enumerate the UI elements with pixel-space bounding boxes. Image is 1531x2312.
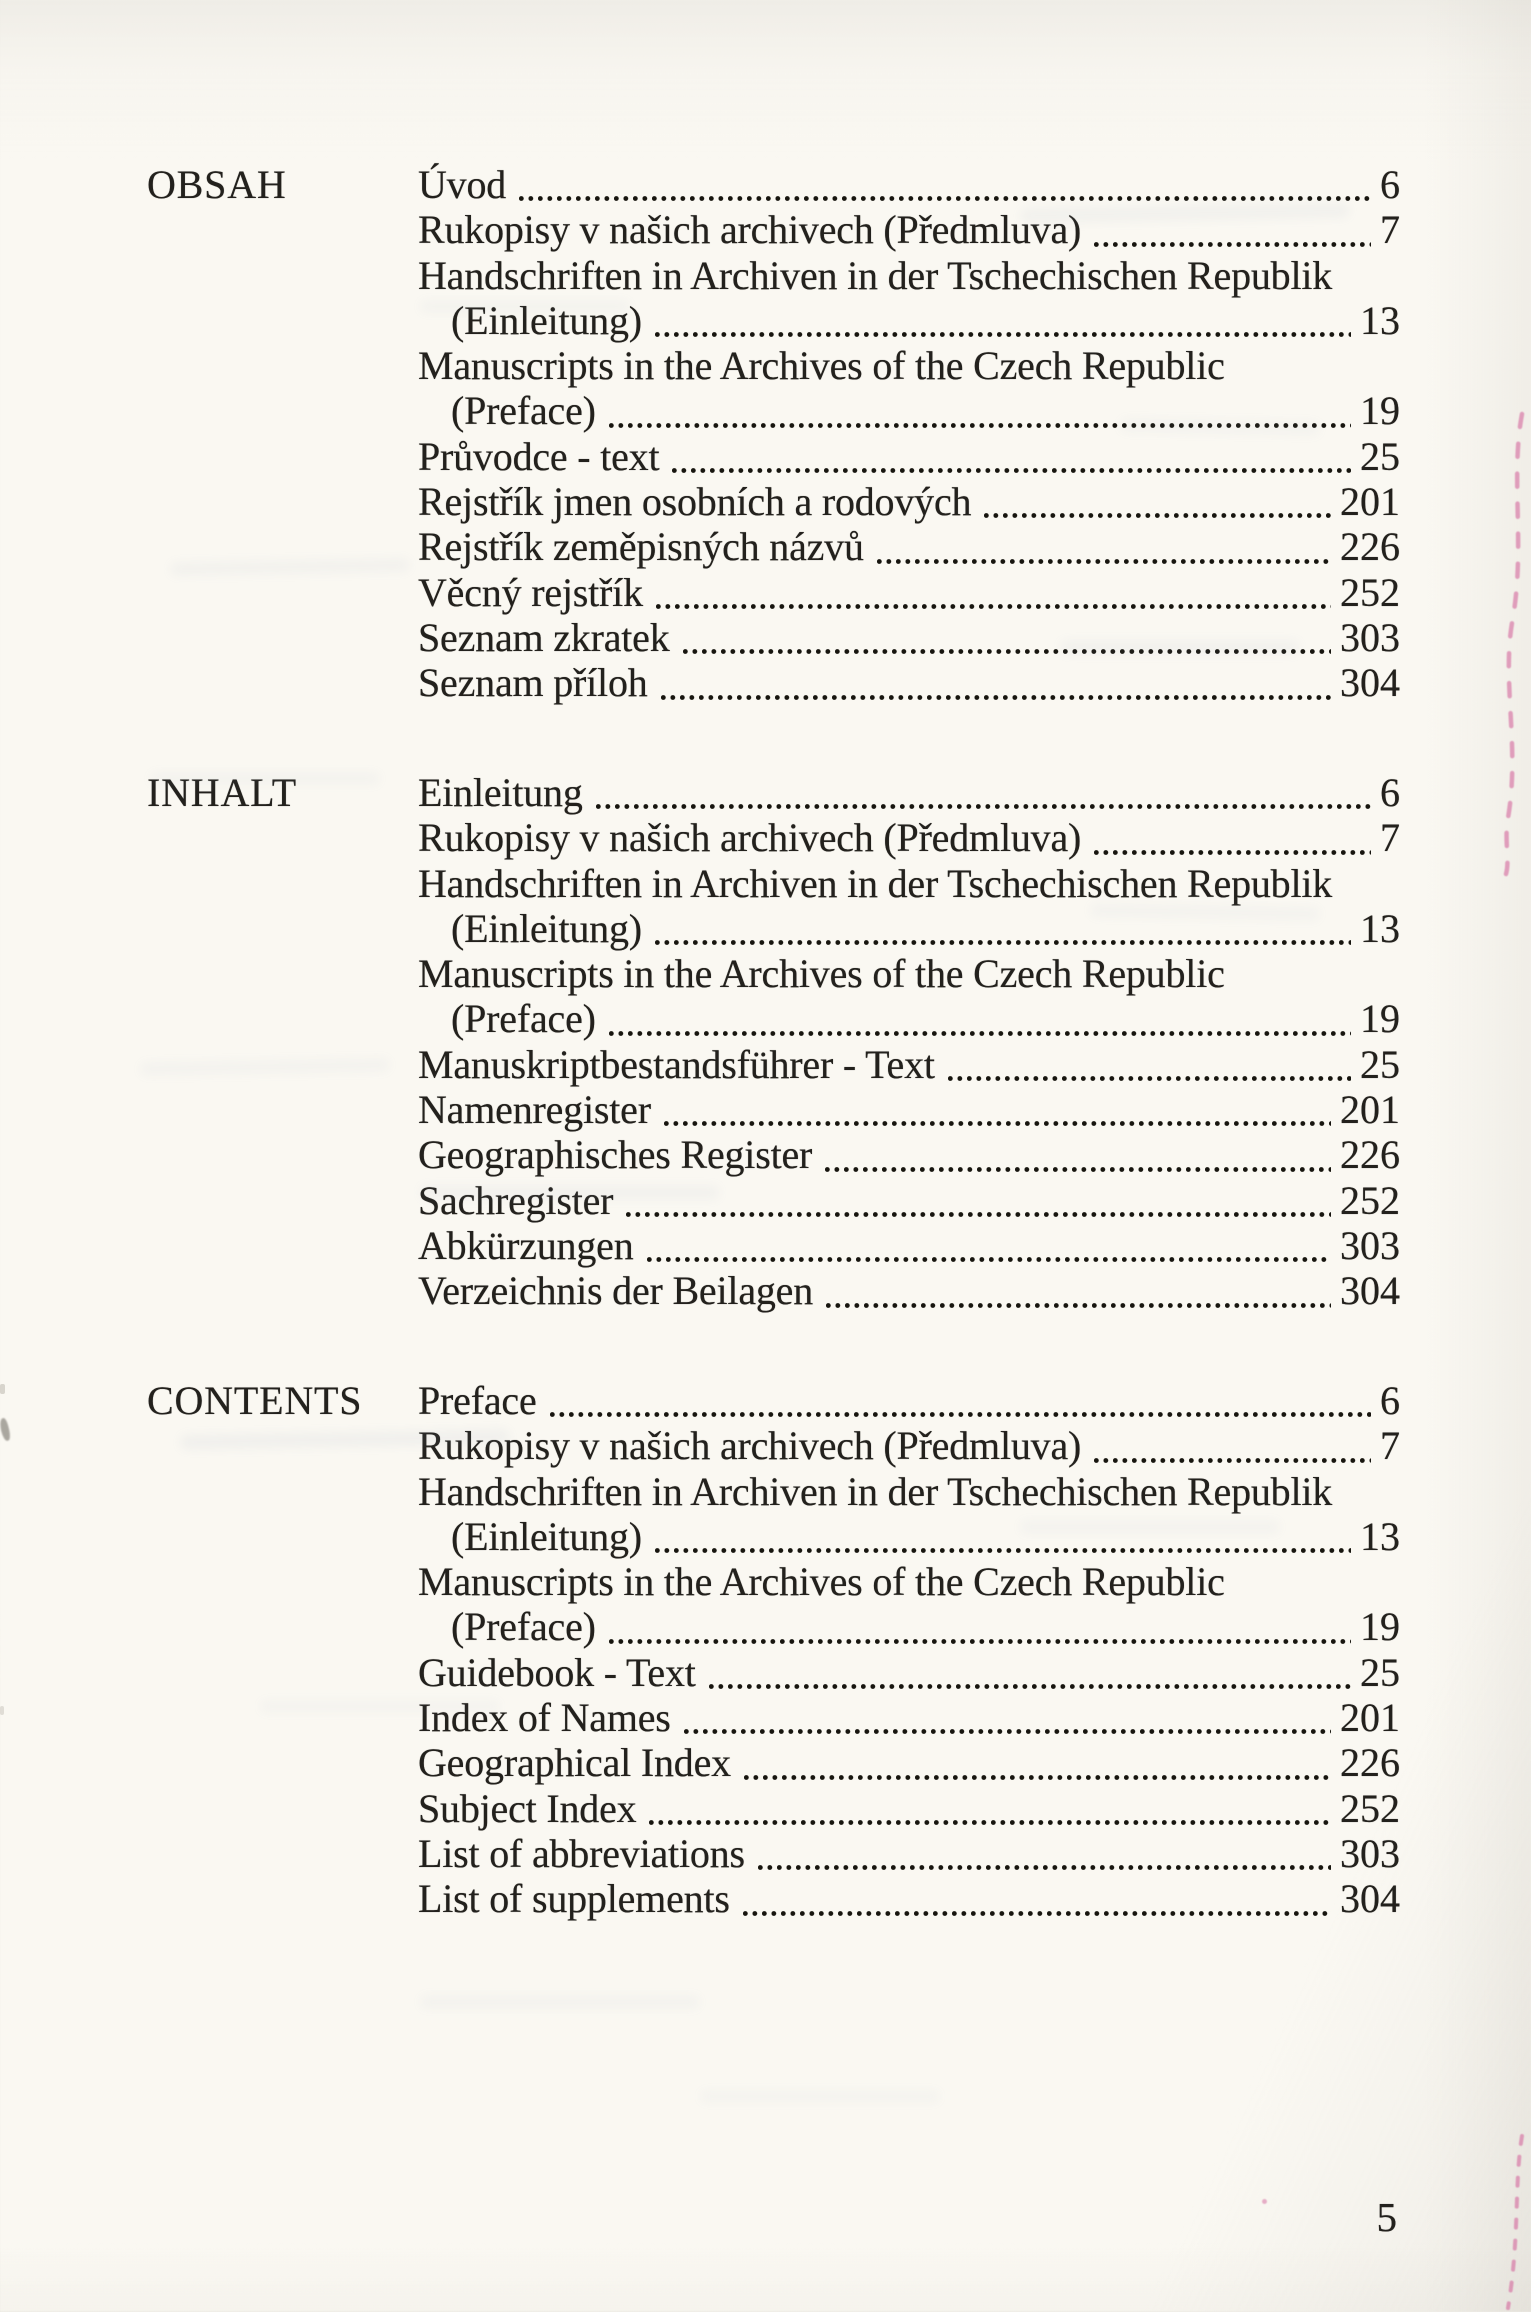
toc-page-number: 7 — [1380, 1423, 1400, 1469]
toc-entry-text: (Preface) — [451, 388, 596, 434]
toc-entry — [418, 615, 1400, 660]
toc-entry-text: Abkürzungen — [418, 1222, 634, 1268]
toc-entry — [418, 1876, 1400, 1921]
page-edge-speck — [0, 1384, 5, 1394]
toc-entry — [418, 1604, 1400, 1649]
toc-entry-text: Sachregister — [418, 1177, 614, 1223]
toc-entry — [418, 770, 1400, 815]
toc-page-number: 303 — [1340, 1222, 1400, 1268]
toc-page-number: 6 — [1380, 1378, 1400, 1423]
toc-entry-text: Verzeichnis der Beilagen — [418, 1268, 814, 1314]
toc-entry — [418, 570, 1400, 615]
dotted-leader — [1092, 207, 1371, 252]
toc-section-contents — [147, 1378, 1400, 1922]
toc-entry-text: Geographical Index — [418, 1740, 731, 1786]
dotted-leader — [824, 1268, 1331, 1313]
toc-page-number: 19 — [1360, 388, 1400, 434]
toc-page-number: 304 — [1340, 1268, 1400, 1314]
dotted-leader — [594, 770, 1371, 815]
toc-page-number: 304 — [1340, 1876, 1400, 1922]
toc-entry-text: Rejstřík zeměpisných názvů — [418, 524, 864, 570]
toc-entry-text: Namenregister — [418, 1087, 651, 1133]
toc-entry-text: (Einleitung) — [451, 1513, 642, 1559]
toc-entry-text: List of supplements — [418, 1876, 730, 1922]
toc-entry-text: Geographisches Register — [418, 1132, 813, 1178]
toc-entry — [418, 162, 1400, 207]
dotted-leader — [707, 1650, 1351, 1695]
toc-section-inhalt — [147, 770, 1400, 1314]
dotted-leader — [875, 524, 1331, 569]
toc-entry — [418, 388, 1400, 433]
toc-page-number: 226 — [1340, 524, 1400, 570]
toc-entry — [418, 1042, 1400, 1087]
toc-entry — [418, 815, 1400, 860]
dotted-leader — [607, 996, 1351, 1041]
dotted-leader — [681, 615, 1331, 660]
toc-page-number: 7 — [1380, 815, 1400, 861]
dotted-leader — [1092, 815, 1371, 860]
dotted-leader — [982, 479, 1331, 524]
dotted-leader — [662, 1087, 1331, 1132]
toc-entry — [418, 1740, 1400, 1785]
toc-entry — [418, 1178, 1400, 1223]
toc-entry-text: List of abbreviations — [418, 1830, 745, 1876]
toc-entry — [418, 1223, 1400, 1268]
dotted-leader — [647, 1786, 1331, 1831]
dotted-leader — [517, 162, 1371, 207]
dotted-leader — [756, 1831, 1331, 1876]
toc-entry — [418, 1132, 1400, 1177]
toc-entry — [418, 906, 1400, 951]
toc-entry-text: (Preface) — [451, 996, 596, 1042]
toc-entry-text: Preface — [418, 1378, 537, 1423]
toc-page-number: 201 — [1340, 1695, 1400, 1741]
toc-entry — [418, 996, 1400, 1041]
toc-entry — [418, 1268, 1400, 1313]
toc-page-number: 19 — [1360, 996, 1400, 1042]
toc-entry-text: (Einleitung) — [451, 905, 642, 951]
toc-entry-text: Manuscripts in the Archives of the Czech Republic — [418, 1559, 1225, 1605]
dotted-leader — [653, 906, 1351, 951]
toc-page-number: 25 — [1360, 1041, 1400, 1087]
dotted-leader — [645, 1223, 1331, 1268]
toc-entry-text: (Einleitung) — [451, 297, 642, 343]
toc-entry-text: Seznam zkratek — [418, 614, 670, 660]
pink-ink-streak-path — [1508, 2136, 1522, 2308]
toc-page-number: 25 — [1360, 433, 1400, 479]
dotted-leader — [548, 1378, 1371, 1423]
toc-entry-text: Manuscripts in the Archives of the Czech Republic — [418, 951, 1225, 997]
toc-page-number: 226 — [1340, 1740, 1400, 1786]
toc-entry — [418, 1423, 1400, 1468]
toc-entry-text: (Preface) — [451, 1604, 596, 1650]
toc-page-number: 7 — [1380, 207, 1400, 253]
dotted-leader — [670, 434, 1351, 479]
toc-entry — [418, 861, 1400, 906]
toc-page-number: 13 — [1360, 297, 1400, 343]
page-folio-number: 5 — [1376, 2194, 1397, 2240]
toc-page-number: 19 — [1360, 1604, 1400, 1650]
toc-page-number: 304 — [1340, 660, 1400, 706]
toc-entry-text: Subject Index — [418, 1785, 637, 1831]
toc-entry — [418, 298, 1400, 343]
dotted-leader — [659, 660, 1331, 705]
toc-page-number: 252 — [1340, 569, 1400, 615]
toc-entry-text: Handschriften in Archiven in der Tschechischen Republik — [418, 860, 1333, 906]
dotted-leader — [946, 1042, 1351, 1087]
dotted-leader — [607, 1604, 1351, 1649]
dotted-leader — [742, 1740, 1331, 1785]
toc-page-number: 13 — [1360, 905, 1400, 951]
toc-entry-text: Einleitung — [418, 770, 583, 815]
section-entries — [418, 162, 1400, 706]
bleedthrough-smudge — [420, 1995, 700, 2009]
toc-entry — [418, 1786, 1400, 1831]
toc-entry-text: Rukopisy v našich archivech (Předmluva) — [418, 1423, 1082, 1469]
toc-entry — [418, 207, 1400, 252]
toc-entry — [418, 951, 1400, 996]
section-entries — [418, 770, 1400, 1314]
toc-page-number: 226 — [1340, 1132, 1400, 1178]
toc-page-number: 25 — [1360, 1649, 1400, 1695]
toc-entry-text: Handschriften in Archiven in der Tschechischen Republik — [418, 1468, 1333, 1514]
dotted-leader — [653, 298, 1351, 343]
toc-entry — [418, 253, 1400, 298]
section-label: OBSAH — [147, 162, 287, 207]
toc-entry — [418, 1087, 1400, 1132]
toc-entry-text: Rejstřík jmen osobních a rodových — [418, 479, 972, 525]
toc-entry-text: Guidebook - Text — [418, 1649, 696, 1695]
toc-entry — [418, 1378, 1400, 1423]
dotted-leader — [654, 570, 1331, 615]
toc-page-number: 303 — [1340, 614, 1400, 660]
toc-entry-text: Seznam příloh — [418, 660, 648, 706]
toc-page-number: 201 — [1340, 479, 1400, 525]
toc-entry — [418, 479, 1400, 524]
pink-ink-streak-path — [1506, 414, 1522, 874]
toc-entry — [418, 524, 1400, 569]
toc-entry — [418, 1469, 1400, 1514]
page-edge-speck — [0, 1706, 4, 1715]
toc-entry-text: Manuskriptbestandsführer - Text — [418, 1041, 935, 1087]
toc-page-number: 6 — [1380, 162, 1400, 207]
section-label: INHALT — [147, 770, 297, 815]
page-edge-mark — [0, 1417, 12, 1441]
pink-ink-streak — [1490, 2132, 1531, 2312]
dotted-leader — [607, 388, 1351, 433]
toc-page-number: 13 — [1360, 1513, 1400, 1559]
pink-ink-streak — [1484, 408, 1531, 878]
section-label: CONTENTS — [147, 1378, 363, 1423]
toc-entry-text: Handschriften in Archiven in der Tschechischen Republik — [418, 252, 1333, 298]
dotted-leader — [1092, 1423, 1371, 1468]
dotted-leader — [823, 1132, 1331, 1177]
toc-page-number: 201 — [1340, 1087, 1400, 1133]
toc-page-number: 252 — [1340, 1177, 1400, 1223]
toc-page-number: 303 — [1340, 1830, 1400, 1876]
section-entries — [418, 1378, 1400, 1922]
toc-entry-text: Věcný rejstřík — [418, 569, 643, 615]
toc-entry — [418, 1650, 1400, 1695]
toc-entry — [418, 1695, 1400, 1740]
toc-section-obsah — [147, 162, 1400, 706]
dotted-leader — [653, 1514, 1351, 1559]
toc-entry — [418, 660, 1400, 705]
toc-entry — [418, 1514, 1400, 1559]
toc-entry — [418, 343, 1400, 388]
toc-entry-text: Rukopisy v našich archivech (Předmluva) — [418, 207, 1082, 253]
toc-entry-text: Úvod — [418, 162, 507, 207]
toc-page-number: 6 — [1380, 770, 1400, 815]
toc-entry-text: Rukopisy v našich archivech (Předmluva) — [418, 815, 1082, 861]
dotted-leader — [741, 1876, 1331, 1921]
toc-entry-text: Index of Names — [418, 1695, 671, 1741]
dotted-leader — [682, 1695, 1331, 1740]
toc-entry — [418, 434, 1400, 479]
pink-ink-speck — [1262, 2199, 1267, 2204]
toc-page-number: 252 — [1340, 1785, 1400, 1831]
toc-entry — [418, 1831, 1400, 1876]
bleedthrough-smudge — [700, 2090, 940, 2103]
dotted-leader — [624, 1178, 1331, 1223]
toc-entry-text: Manuscripts in the Archives of the Czech Republic — [418, 343, 1225, 389]
toc-entry-text: Průvodce - text — [418, 433, 660, 479]
toc-entry — [418, 1559, 1400, 1604]
